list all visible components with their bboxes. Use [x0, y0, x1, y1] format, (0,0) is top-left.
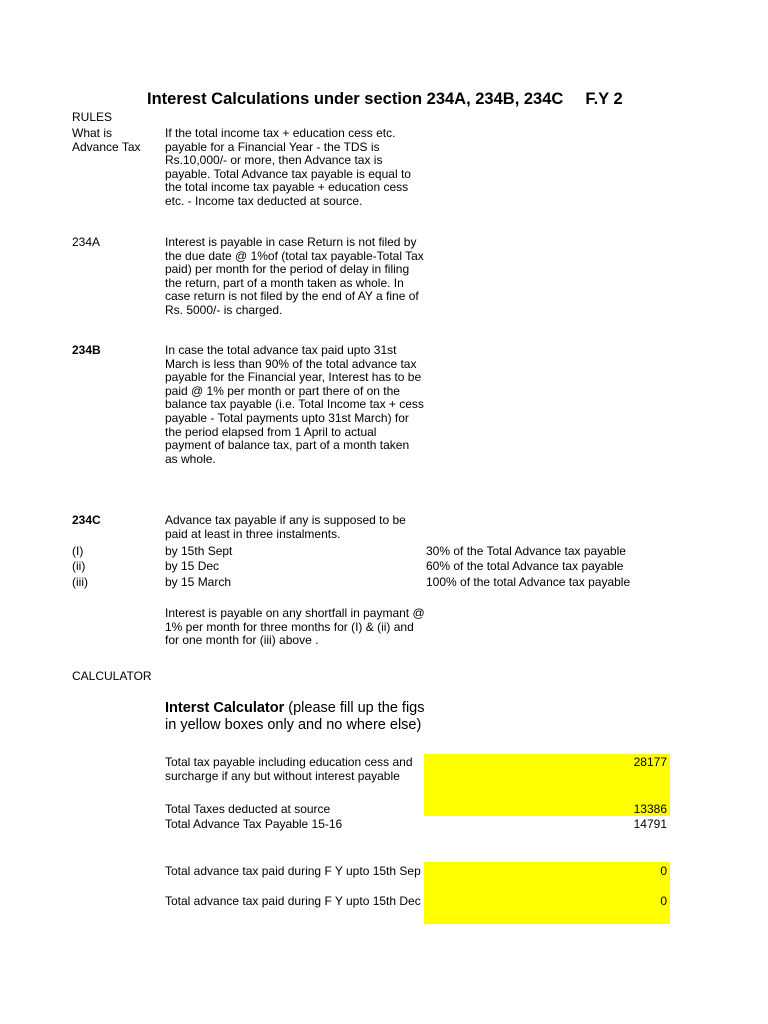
title-fy: F.Y 2: [585, 90, 623, 108]
advance-tax-label: What is Advance Tax: [72, 126, 141, 154]
installment-3-num: (iii): [72, 575, 88, 589]
rules-heading: RULES: [72, 110, 113, 124]
paid-dec-label: Total advance tax paid during F Y upto 15th Dec: [165, 894, 421, 908]
installment-2-date: by 15 Dec: [165, 559, 220, 573]
advance-tax-text: If the total income tax + education cess etc. payable for a Financial Year - the TDS is Rs.10,000/- or more, then Advance tax is payable. Total Advance tax payable is equal to the total income tax payable + education cess etc. - Income tax deducted at source.: [165, 126, 411, 208]
page-title: [147, 89, 623, 109]
section-234a-text: Interest is payable in case Return is not filed by the due date @ 1%of (total tax payable-Total Tax paid) per month for the period of delay in filing the return, part of a month taken as whole. In case return is not filed by the end of AY a fine of Rs. 5000/- is charged.: [165, 235, 424, 317]
paid-sep-label: Total advance tax paid during F Y upto 15th Sep: [165, 864, 421, 878]
installment-2-num: (ii): [72, 559, 86, 573]
total-tax-label: Total tax payable including education cess and surcharge if any but without interest payable: [165, 755, 413, 783]
tds-label: Total Taxes deducted at source: [165, 802, 331, 816]
installment-1-date: by 15th Sept: [165, 544, 233, 558]
installment-3-pct: 100% of the total Advance tax payable: [426, 575, 631, 589]
installment-1-pct: 30% of the Total Advance tax payable: [426, 544, 626, 558]
section-234a-label: 234A: [72, 235, 101, 249]
calculator-heading: CALCULATOR: [72, 669, 152, 683]
installment-3-date: by 15 March: [165, 575, 232, 589]
section-234c-text: Advance tax payable if any is supposed to be paid at least in three instalments.: [165, 513, 406, 541]
calculator-title-bold: Interst Calculator: [165, 700, 285, 716]
tds-value[interactable]: 13386: [633, 802, 667, 816]
title-main: Interest Calculations under section 234A, 234B, 234C: [147, 90, 564, 108]
section-234c-label: 234C: [72, 513, 101, 527]
paid-dec-value[interactable]: 0: [660, 894, 667, 908]
calculator-title-rest: (please fill up the figs in yellow boxes only and no where else): [165, 700, 425, 733]
total-tax-value[interactable]: 28177: [633, 755, 667, 769]
installment-1-num: (I): [72, 544, 84, 558]
advance-payable-value: 14791: [633, 817, 667, 831]
installment-2-pct: 60% of the total Advance tax payable: [426, 559, 624, 573]
section-234b-text: In case the total advance tax paid upto 31st March is less than 90% of the total advance tax payable for the Financial year, Interest has to be paid @ 1% per month or part there of on the balance tax payable (i.e. Total Income tax + cess payable - Total payments upto 31st March) for the period elapsed from 1 April to actual payment of balance tax, part of a month taken as whole.: [165, 343, 424, 466]
advance-payable-label: Total Advance Tax Payable 15-16: [165, 817, 343, 831]
calculator-title: [165, 700, 425, 733]
paid-sep-value[interactable]: 0: [660, 864, 667, 878]
section-234c-note: Interest is payable on any shortfall in paymant @ 1% per month for three months for (I) & (ii) and for one month for (iii) above .: [165, 606, 425, 648]
section-234b-label: 234B: [72, 343, 101, 357]
